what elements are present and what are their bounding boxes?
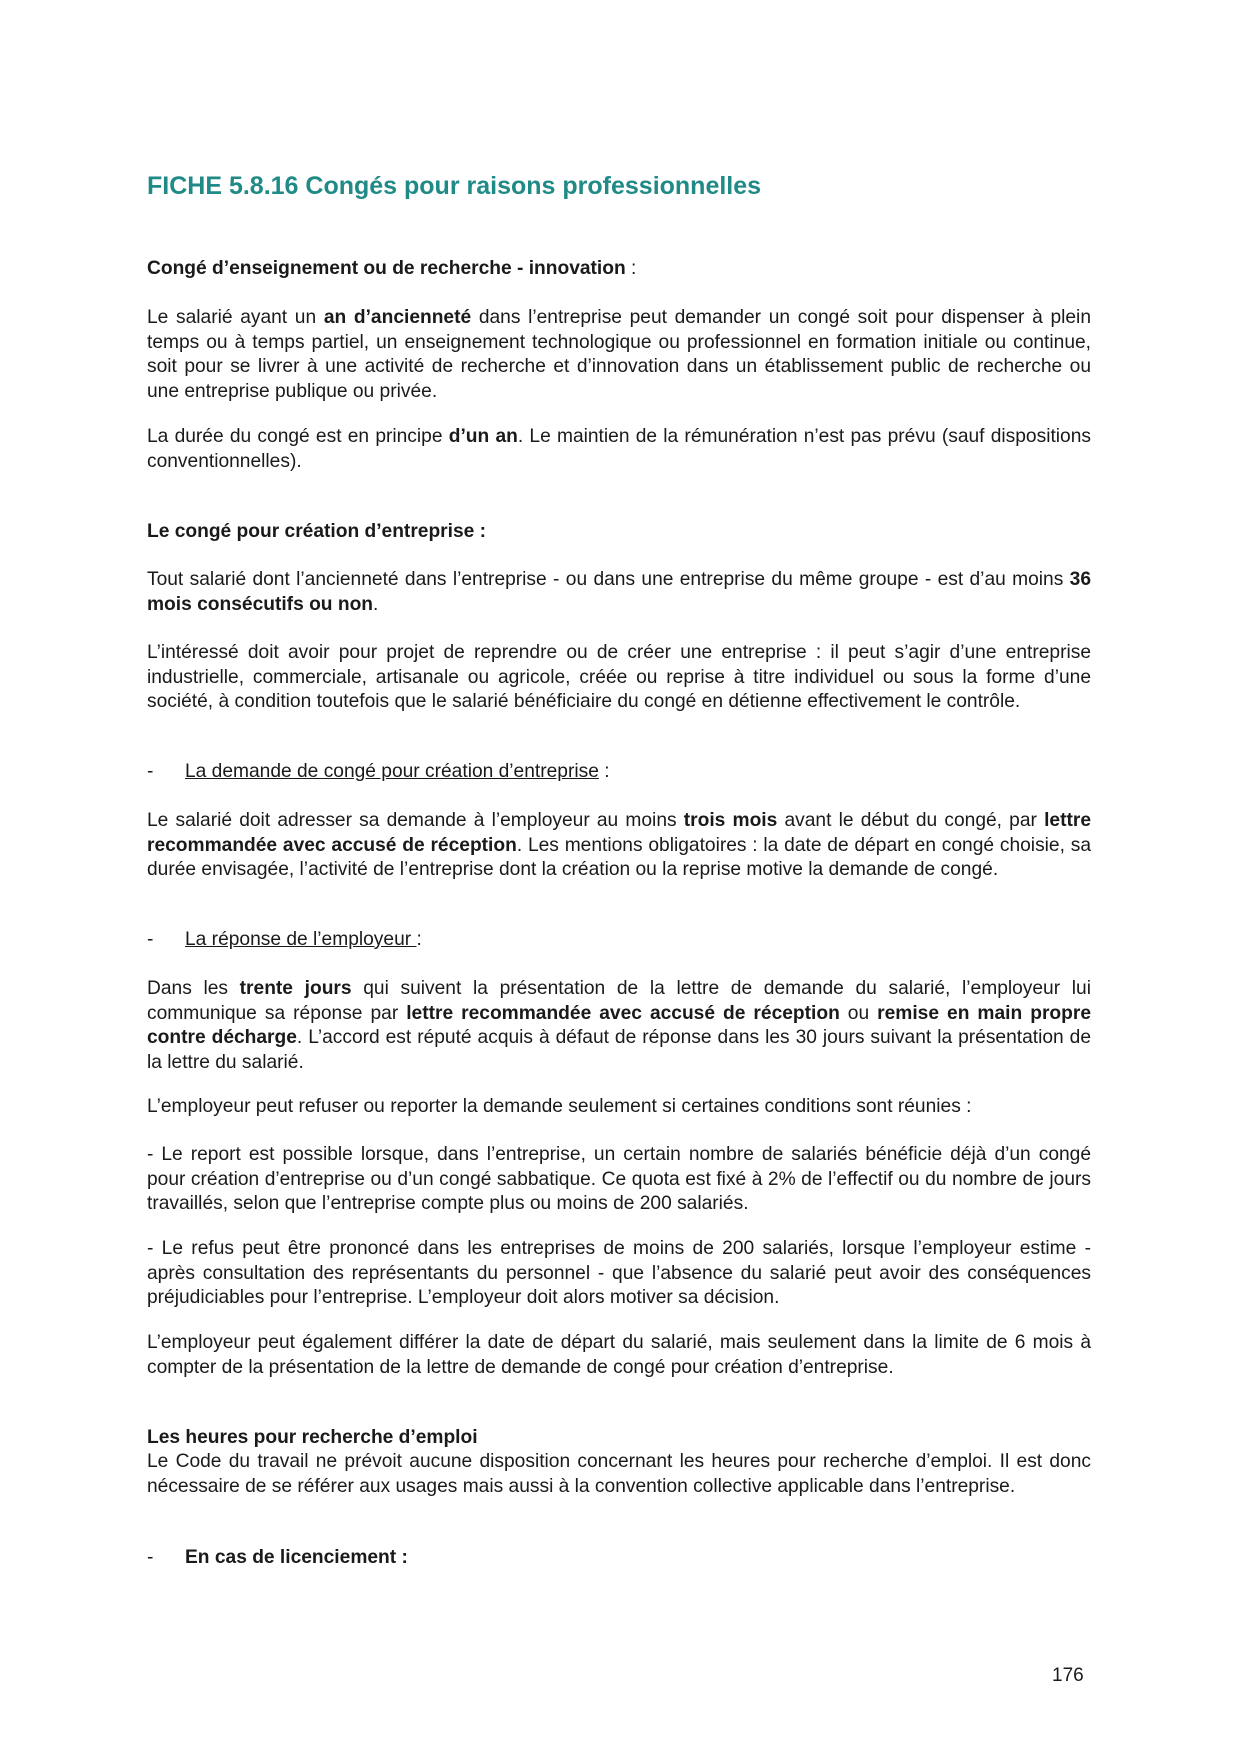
- paragraph-duree: [147, 425, 1091, 474]
- bold-text: d’un an: [448, 426, 518, 447]
- bold-text: lettre recommandée avec accusé de réception: [406, 1002, 840, 1024]
- bold-text: remise en main propre contre décharge: [147, 1002, 1091, 1049]
- heading-tail: :: [625, 258, 637, 279]
- text: qui suivent la présentation de la lettre de demande du salarié, l’employeur lui communique sa réponse par: [147, 978, 1091, 1024]
- paragraph-demande: [147, 809, 1091, 883]
- text: .: [373, 593, 379, 615]
- text: . Les mentions obligatoires : la date de départ en congé choisie, sa durée envisagée, l’activité de l’entreprise dont la création ou la reprise motive la demande de congé.: [147, 834, 1091, 881]
- paragraph-report: - Le report est possible lorsque, dans l’entreprise, un certain nombre de salariés bénéficie déjà d’un congé pour création d’entreprise ou d’un congé sabbatique. Ce quota est fixé à 2% de l’effectif ou du nombre de jours travaillés, selon que l’entreprise compte plus ou moins de 200 salariés.: [147, 1144, 1091, 1215]
- bold-text: trente jours: [239, 978, 352, 999]
- text: avant le début du congé, par: [777, 810, 1045, 831]
- section-heading-creation: Le congé pour création d’entreprise :: [147, 521, 487, 542]
- text: Tout salarié dont l’ancienneté dans l’entreprise - ou dans une entreprise du même groupe - est d’au moins: [147, 569, 1070, 590]
- paragraph-refuser: L’employeur peut refuser ou reporter la demande seulement si certaines conditions sont réunies :: [147, 1096, 972, 1117]
- bold-text: lettre recommandée avec accusé de réception: [147, 810, 1092, 856]
- paragraph-code-travail: Le Code du travail ne prévoit aucune disposition concernant les heures pour recherche d’emploi. Il est donc nécessaire de se référer aux usages mais aussi à la convention collective applicable dans l’entreprise.: [147, 1451, 1091, 1497]
- text: . Le maintien de la rémunération n’est pas prévu (sauf dispositions conventionnelles).: [147, 426, 1091, 472]
- underlined-label: La réponse de l’employeur: [185, 929, 417, 950]
- text: . L’accord est réputé acquis à défaut de réponse dans les 30 jours suivant la présentation de la lettre du salarié.: [147, 1027, 1091, 1073]
- underlined-label: La demande de congé pour création d’entreprise: [185, 761, 599, 782]
- bold-text: trois mois: [683, 810, 778, 831]
- paragraph-refus: - Le refus peut être prononcé dans les entreprises de moins de 200 salariés, lorsque l’employeur estime - après consultation des représentants du personnel - que l’absence du salarié peut avoir des conséquences préjudiciables pour l’entreprise. L’employeur doit alors motiver sa décision.: [147, 1238, 1091, 1309]
- bold-text: an d’ancienneté: [323, 307, 472, 328]
- section-heading-recherche-emploi: Les heures pour recherche d’emploi: [147, 1427, 478, 1448]
- subsection-heading-demande: [147, 760, 1091, 785]
- text: Dans les: [147, 978, 240, 999]
- section-heading-enseignement: [147, 257, 1091, 282]
- paragraph-reponse: [147, 977, 1091, 1075]
- paragraph-anciennete-creation: [147, 568, 1091, 617]
- label-tail: :: [416, 929, 422, 950]
- dash: -: [147, 929, 154, 950]
- paragraph-projet: L’intéressé doit avoir pour projet de reprendre ou de créer une entreprise : il peut s’agir d’une entreprise industrielle, commerciale, artisanale ou agricole, créée ou reprise à titre individuel ou sous la forme d’une société, à condition toutefois que le salarié bénéficiaire du congé en détienne effectivement le contrôle.: [147, 642, 1091, 713]
- text: Le salarié ayant un: [147, 307, 324, 328]
- page-title: FICHE 5.8.16 Congés pour raisons professionnelles: [147, 172, 762, 200]
- subsection-heading-reponse: [147, 928, 1091, 953]
- bold-label: En cas de licenciement :: [185, 1547, 408, 1568]
- dash: -: [147, 761, 154, 782]
- heading-text: Congé d’enseignement ou de recherche - innovation: [147, 258, 626, 279]
- paragraph-differer: L’employeur peut également différer la date de départ du salarié, mais seulement dans la limite de 6 mois à compter de la présentation de la lettre de demande de congé pour création d’entreprise.: [147, 1332, 1091, 1378]
- paragraph-anciennete: [147, 306, 1091, 404]
- text: Le salarié doit adresser sa demande à l’employeur au moins: [147, 810, 684, 831]
- label-tail: :: [598, 761, 610, 782]
- text: La durée du congé est en principe: [147, 426, 449, 447]
- subsection-heading-licenciement: [147, 1546, 1091, 1571]
- text: ou: [839, 1002, 878, 1024]
- text: dans l’entreprise peut demander un congé soit pour dispenser à plein temps ou à temps partiel, un enseignement technologique ou professionnel en formation initiale ou continue, soit pour se livrer à une activité de recherche et d’innovation dans un établissement public de recherche ou une entreprise publique ou privée.: [147, 307, 1091, 402]
- dash: -: [147, 1547, 154, 1568]
- bold-text: 36 mois consécutifs ou non: [147, 569, 1091, 615]
- page-number: 176: [1052, 1665, 1084, 1686]
